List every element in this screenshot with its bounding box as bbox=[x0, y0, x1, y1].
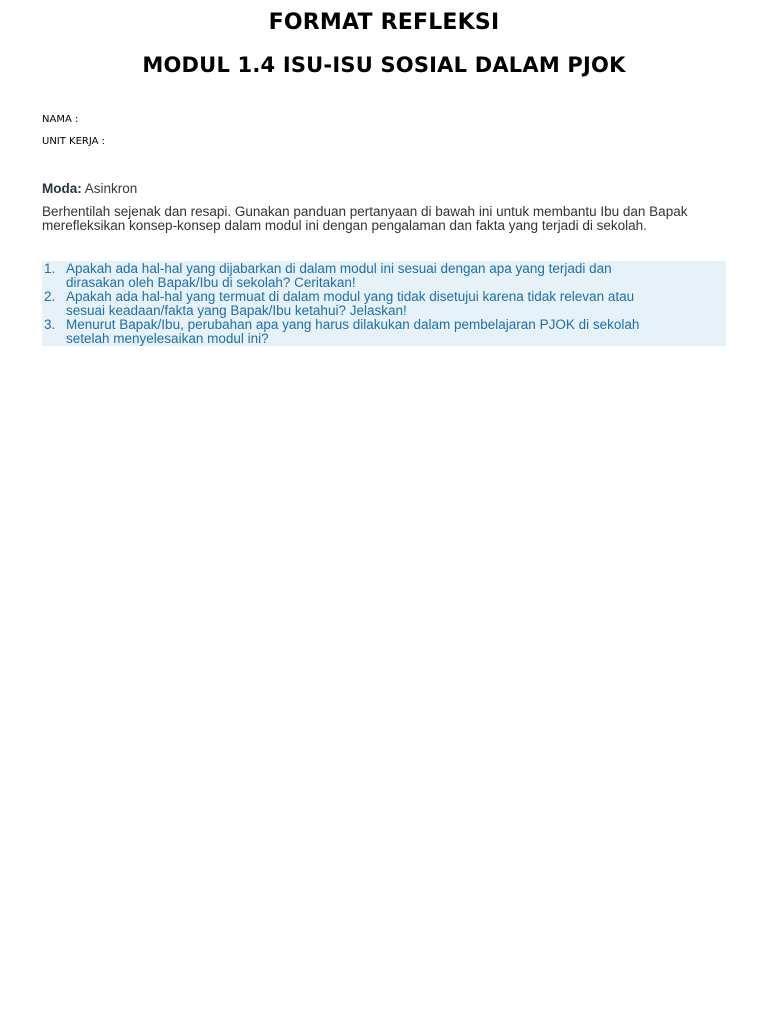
question-text-line: Apakah ada hal-hal yang dijabarkan di dalam modul ini sesuai dengan apa yang terjadi dan bbox=[66, 261, 612, 276]
mode-label: Moda: bbox=[42, 181, 82, 196]
question-text-line: Apakah ada hal-hal yang termuat di dalam modul yang tidak disetujui karena tidak relevan atau bbox=[66, 289, 635, 304]
document-title: FORMAT REFLEKSI bbox=[268, 10, 500, 35]
question-item-1 bbox=[42, 262, 726, 290]
mode-value: Asinkron bbox=[84, 181, 138, 196]
question-text-line: sesuai keadaan/fakta yang Bapak/Ibu ketahui? Jelaskan! bbox=[66, 303, 407, 318]
question-text-line: setelah menyelesaikan modul ini? bbox=[66, 331, 269, 346]
question-number: 3. bbox=[44, 317, 56, 332]
reflection-questions-list bbox=[42, 262, 726, 346]
question-item-3 bbox=[42, 318, 726, 346]
question-text-line: Menurut Bapak/Ibu, perubahan apa yang harus dilakukan dalam pembelajaran PJOK di sekolah bbox=[66, 317, 640, 332]
intro-paragraph: Berhentilah sejenak dan resapi. Gunakan panduan pertanyaan di bawah ini untuk membantu Ibu dan Bapak merefleksikan konsep-konsep dalam modul ini dengan pengalaman dan fakta yang terjadi di sekolah. bbox=[42, 204, 688, 233]
mode-line bbox=[42, 181, 137, 197]
reflection-questions-box bbox=[42, 261, 726, 346]
question-text-line: dirasakan oleh Bapak/Ibu di sekolah? Ceritakan! bbox=[66, 275, 356, 290]
module-title: MODUL 1.4 ISU-ISU SOSIAL DALAM PJOK bbox=[142, 53, 626, 77]
question-number: 1. bbox=[44, 261, 56, 276]
nama-field-label: NAMA : bbox=[42, 114, 79, 125]
question-number: 2. bbox=[44, 289, 56, 304]
question-item-2 bbox=[42, 290, 726, 318]
unit-kerja-field-label: UNIT KERJA : bbox=[42, 136, 106, 147]
